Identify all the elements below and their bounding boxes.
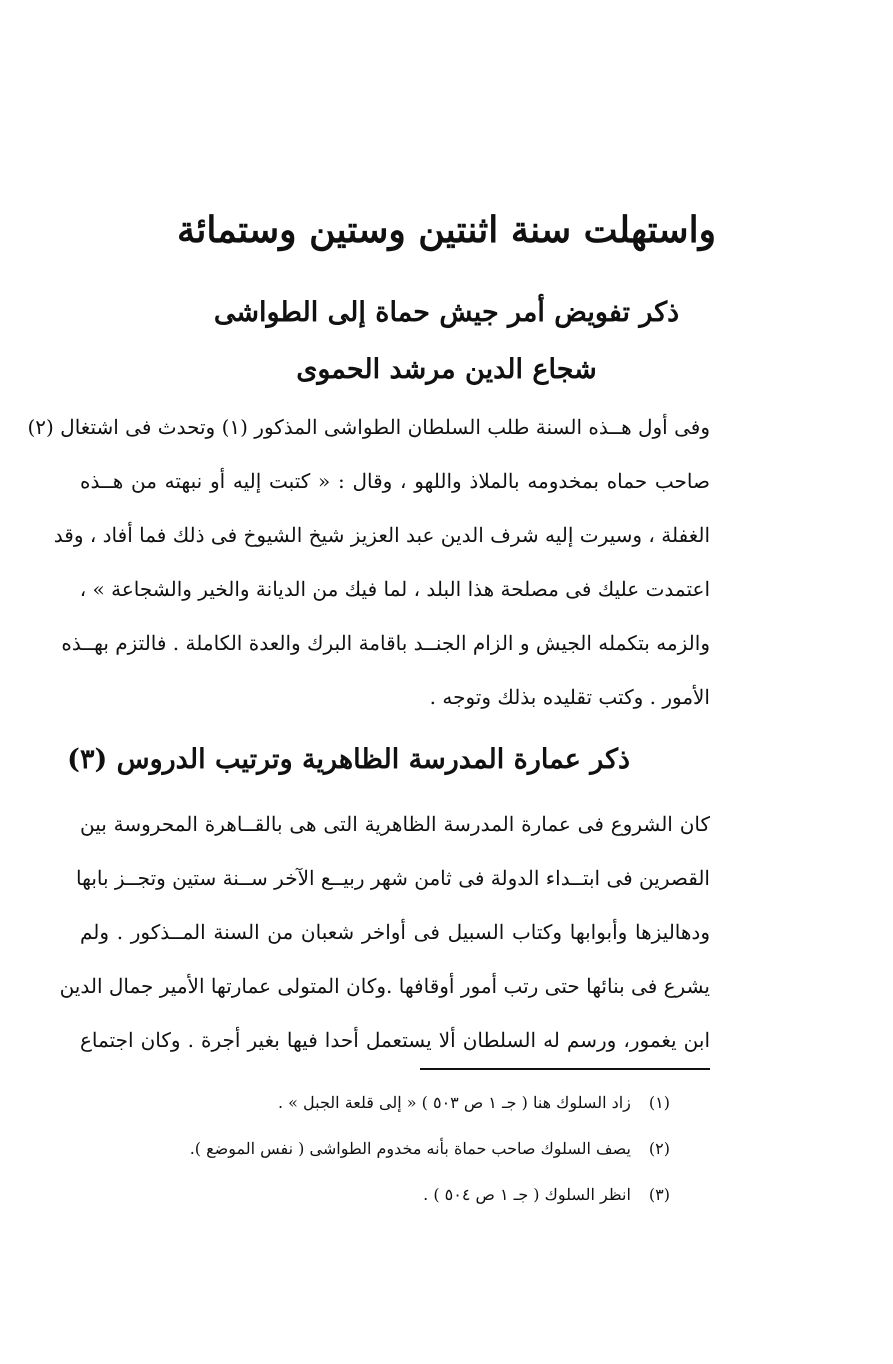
footnote-number: (٢) [648, 1139, 670, 1158]
footnote-1 [180, 1080, 670, 1126]
text-line: اعتمدت عليك فى مصلحة هذا البلد ، لما فيك من الديانة والخير والشجاعة » ، [79, 577, 710, 601]
section1-title-line1: ذكر تفويض أمر جيش حماة إلى الطواشى [213, 297, 680, 328]
section1-paragraph [27, 400, 710, 724]
text-line: الغفلة ، وسيرت إليه شرف الدين عبد العزيز شيخ الشيوخ فى ذلك فما أفاد ، وقد [53, 523, 710, 547]
text-line: القصرين فى ابتــداء الدولة فى ثامن شهر ربيــع الآخر ســنة ستين وتجــز بابها [76, 866, 710, 890]
text-line: صاحب حماه بمخدومه بالملاذ واللهو ، وقال : « كتبت إليه أو نبهته من هــذه [80, 469, 710, 493]
section2-title: ذكر عمارة المدرسة الظاهرية وترتيب الدروس (٣) [67, 744, 630, 775]
text-line: والزمه بتكمله الجيش و الزام الجنــد باقامة البرك والعدة الكاملة . فالتزم بهــذه [61, 631, 710, 655]
footnote-number: (١) [648, 1093, 670, 1112]
text-line: يشرع فى بنائها حتى رتب أمور أوقافها .وكان المتولى عمارتها الأمير جمال الدين [59, 974, 710, 998]
text-line: الأمور . وكتب تقليده بذلك وتوجه . [429, 685, 710, 709]
section1-title-line2: شجاع الدين مرشد الحموى [296, 354, 597, 385]
footnote-number: (٣) [648, 1185, 670, 1204]
text-line: وفى أول هــذه السنة طلب السلطان الطواشى المذكور (١) وتحدث فى اشتغال (٢) [27, 415, 710, 439]
text-line: ودهاليزها وأبوابها وكتاب السبيل فى أواخر شعبان من السنة المــذكور . ولم [80, 920, 710, 944]
footnote-divider [420, 1068, 710, 1070]
year-heading: واستهلت سنة اثنتين وستين وستمائة [177, 209, 716, 251]
footnote-2 [180, 1126, 670, 1172]
section2-paragraph [59, 797, 710, 1067]
footnote-text: زاد السلوك هنا ( جـ ١ ص ٥٠٣ ) « إلى قلعة الجبل » . [277, 1093, 631, 1112]
footnote-text: انظر السلوك ( جـ ١ ص ٥٠٤ ) . [423, 1185, 631, 1204]
text-line: ابن يغمور، ورسم له السلطان ألا يستعمل أحدا فيها بغير أجرة . وكان اجتماع [80, 1028, 710, 1052]
footnotes [180, 1080, 670, 1218]
text-line: كان الشروع فى عمارة المدرسة الظاهرية التى هى بالقــاهرة المحروسة بين [80, 812, 710, 836]
footnote-text: يصف السلوك صاحب حماة بأنه مخدوم الطواشى ( نفس الموضع ). [189, 1139, 631, 1158]
footnote-3 [180, 1172, 670, 1218]
